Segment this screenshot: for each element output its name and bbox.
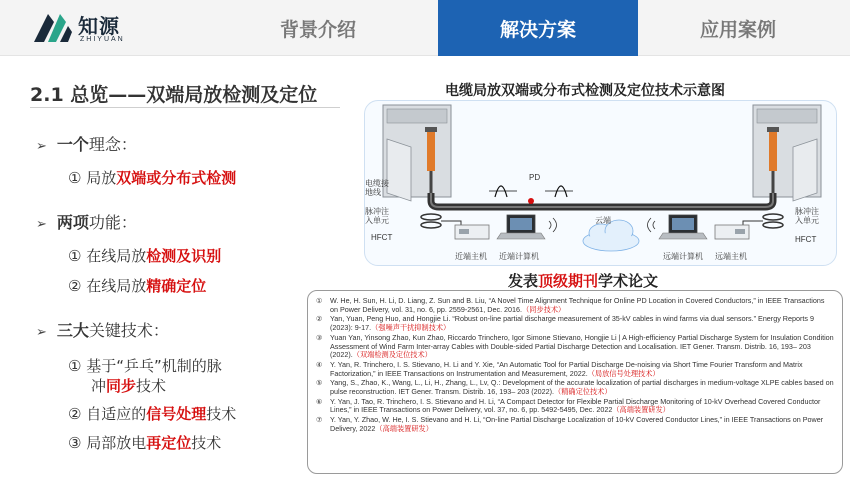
near-host-label: 近端主机 bbox=[455, 252, 487, 261]
publications-title: 发表顶级期刊学术论文 bbox=[508, 272, 659, 290]
diagram-title: 电缆局放双端或分布式检测及定位技术示意图 bbox=[445, 83, 725, 99]
pd-label: PD bbox=[529, 173, 541, 182]
right-cabinet-icon bbox=[753, 105, 821, 201]
tech-item-3: ③ 局部放电再定位技术 bbox=[68, 434, 222, 452]
pulse-unit-right-label: 脉冲注 入单元 bbox=[795, 207, 819, 225]
near-pc-label: 近端计算机 bbox=[499, 252, 539, 261]
cable-pd-diagram-graphic bbox=[365, 101, 837, 266]
concept-item-1: ① 局放双端或分布式检测 bbox=[68, 169, 237, 187]
reference-item: ② Yan, Yuan, Peng Huo, and Hongjie Li. “Robust on-line partial discharge measurement of 35-kV cables in wind farms via dual sensors.” Energy Reports 9 (2023): 9-17.（强噪声干扰抑制技术） bbox=[316, 314, 814, 333]
function-item-1: ① 在线局放检测及识别 bbox=[68, 247, 222, 265]
pulse-unit-left-label: 脉冲注 入单元 bbox=[365, 207, 389, 225]
brand-logo bbox=[34, 10, 174, 48]
cable-pd-diagram bbox=[364, 100, 837, 266]
reference-item: ③ Yuan Yan, Yinsong Zhao, Kun Zhao, Riccardo Trinchero, Igor Simone Stievano, Hongjie Li | A High-efficiency Partial Discharge System for Insulation Condition Assessment of Wind Farm Inter-array Cables with Double-sided Partial Discharge Detection and Localisation. IET Gener. Transm. Distrib. 16, 193– 203 (2022).（双端检测及定位技术） bbox=[316, 332, 834, 360]
hfct-left-label: HFCT bbox=[371, 233, 393, 242]
nav-tab-background[interactable]: 背景介绍 bbox=[279, 18, 356, 41]
section-title: 2.1 总览——双端局放检测及定位 bbox=[30, 84, 318, 106]
bullet-arrow-icon: ➢ bbox=[36, 139, 47, 154]
nav-tab-solution[interactable]: 解决方案 bbox=[438, 0, 638, 56]
nav-tab-cases[interactable]: 应用案例 bbox=[699, 18, 776, 41]
brand-name-cn: 知源 bbox=[78, 14, 120, 38]
reference-list bbox=[307, 290, 843, 474]
reference-item: ① W. He, H. Sun, H. Li, D. Liang, Z. Sun and B. Liu, “A Novel Time Alignment Technique for Online PD Location in Covered Conductors,” in IEEE Transactions on Power Delivery, vol. 31, no. 6, pp. 2559-2561, Dec. 2016.（同步技术） bbox=[316, 296, 825, 314]
reference-item: ⑤ Yang, S., Zhao, K., Wang, L., Li, H., Zhang, L., Lv, Q.: Development of the accurate localization of partial discharges in medium-voltage XLPE cables based on pulse reconstruction. IET Gener. Transm. Distrib. 16, 193– 203 (2022).（精确定位技术） bbox=[316, 378, 834, 397]
bullet-arrow-icon: ➢ bbox=[36, 217, 47, 232]
zhiyuan-logo-icon bbox=[34, 14, 72, 42]
reference-item: ⑥ Y. Yan, J. Tao, R. Trinchero, I. S. Stievano and H. Li, “A Compact Detector for Flexible Partial Discharge Monitoring of 10-kV Overhead Covered Conductor Lines,” in IEEE Transactions on Power Delivery, vol. 37, no. 6, pp. 5492-5495, Dec. 2022（高端装置研发） bbox=[316, 396, 821, 415]
hfct-right-label: HFCT bbox=[795, 235, 817, 244]
far-pc-label: 远端计算机 bbox=[663, 252, 703, 261]
left-cabinet-icon bbox=[383, 105, 451, 201]
reference-item: ⑦ Y. Yan, Y. Zhao, W. He, I. S. Stievano and H. Li, “On-line Partial Discharge Localization of 10-kV Covered Conductor Lines,” in IEEE Transactions on Power Delivery, 2022（高端装置研发） bbox=[316, 415, 824, 433]
bullet-concept: ➢ 一个理念： bbox=[36, 135, 137, 154]
function-item-2: ② 在线局放精确定位 bbox=[68, 277, 207, 295]
ground-wire-label: 电缆接 地线 bbox=[365, 179, 389, 197]
tech-item-2: ② 自适应的信号处理技术 bbox=[68, 405, 237, 423]
tech-item-1: ① 基于“乒乓”机制的脉 冲同步技术 bbox=[68, 357, 222, 395]
cloud-label: 云端 bbox=[595, 216, 611, 225]
cloud-icon bbox=[583, 220, 639, 251]
bullet-functions: ➢ 两项功能： bbox=[36, 213, 137, 232]
brand-name-en: ZHIYUAN bbox=[80, 36, 125, 43]
bullet-key-tech: ➢ 三大关键技术： bbox=[36, 321, 169, 340]
bullet-arrow-icon: ➢ bbox=[36, 325, 47, 340]
far-host-label: 远端主机 bbox=[715, 252, 747, 261]
section-title-divider bbox=[30, 107, 340, 108]
reference-item: ④ Y. Yan, R. Trinchero, I. S. Stievano, H. Li and Y. Xie, “An Automatic Tool for Partial Discharge De-noising via Short Time Fourier Transform and Matrix Factorization,” in IEEE Transactions on Instrumentation and Measurement, 2022.（局放信号处理技术） bbox=[316, 359, 803, 378]
top-nav-bar bbox=[0, 0, 850, 56]
